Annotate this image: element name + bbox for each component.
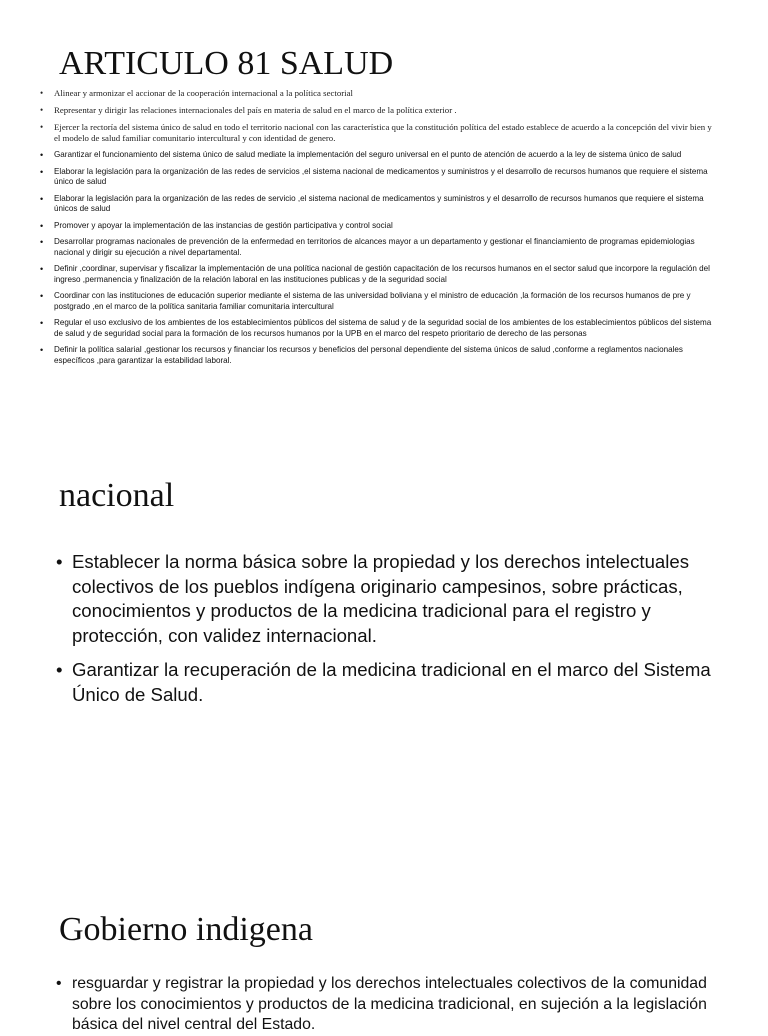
list-item: • resguardar y registrar la propiedad y los derechos intelectuales colectivos de la comunidad sobre los conocimientos y productos de la medicina tradicional, en sujeción a la legislación básica del nivel central del Estado. bbox=[56, 974, 736, 1036]
slide-title-nacional: nacional bbox=[59, 477, 175, 514]
list-item: • Garantizar la recuperación de la medicina tradicional en el marco del Sistema Único de Salud. bbox=[56, 658, 716, 707]
list-item: • Ejercer la rectoría del sistema único de salud en todo el territorio nacional con las característica que la constitución política del estado establece de acuerdo a la concepción del vivir bien y el modelo de salud familiar comunitario intercultural y con identidad de genero. bbox=[40, 122, 720, 144]
list-item: • Definir la política salarial ,gestionar los recursos y financiar los recursos y beneficios del personal dependiente del sistema únicos de salud ,conforme a reglamentos nacionales específicos ,para garantizar la estabilidad laboral. bbox=[40, 345, 720, 366]
list-item: • Coordinar con las instituciones de educación superior mediante el sistema de las universidad boliviana y el ministro de educación ,la formación de los recursos humanos de pre y postgrado ,en el marco de la política sanitaria familiar comunitaria intercultural bbox=[40, 291, 720, 312]
bullet-list bbox=[40, 88, 720, 372]
list-item: • Garantizar el funcionamiento del sistema único de salud mediate la implementación del seguro universal en el punto de atención de acuerdo a la ley de sistema único de salud bbox=[40, 150, 720, 161]
slide-title-gobierno-indigena: Gobierno indigena bbox=[59, 911, 313, 948]
bullet-list-nacional bbox=[56, 550, 716, 717]
bullet-list-gobierno-indigena bbox=[56, 974, 736, 1036]
slide-articulo-81 bbox=[0, 0, 768, 436]
slide-title: ARTICULO 81 SALUD bbox=[59, 45, 394, 82]
list-item: • Definir ,coordinar, supervisar y fiscalizar la implementación de una política nacional de gestión capacitación de los recursos humanos en el sector salud que incorpore la regulación del ingreso ,permanencia y finalización de la relación laboral en las instituciones publicas y de la seguridad social bbox=[40, 264, 720, 285]
list-item: • Establecer la norma básica sobre la propiedad y los derechos intelectuales colectivos de los pueblos indígena originario campesinos, sobre prácticas, conocimientos y productos de la medicina tradicional para el registro y protección, con validez internacional. bbox=[56, 550, 716, 648]
list-item: • Desarrollar programas nacionales de prevención de la enfermedad en territorios de alcances mayor a un departamento y gestionar el financiamiento de programas epidemiologias nacional y dirigir su ejecución a nivel departamental. bbox=[40, 237, 720, 258]
list-item: • Elaborar la legislación para la organización de las redes de servicios ,el sistema nacional de medicamentos y suministros y el desarrollo de recursos humanos que requiere el sistema único de salud bbox=[40, 167, 720, 188]
list-item: • Regular el uso exclusivo de los ambientes de los establecimientos públicos del sistema de salud y de la seguridad social de los ambientes de los establecimientos públicos del sistema de salud y de seguridad social para la formación de los recursos humanos por la UPB en el marco del respeto prioritario de derecho de las personas bbox=[40, 318, 720, 339]
list-item: • Alinear y armonizar el accionar de la cooperación internacional a la política sectorial bbox=[40, 88, 720, 99]
list-item: • Promover y apoyar la implementación de las instancias de gestión participativa y control social bbox=[40, 221, 720, 232]
list-item: • Representar y dirigir las relaciones internacionales del país en materia de salud en el marco de la política exterior . bbox=[40, 105, 720, 116]
list-item: • Elaborar la legislación para la organización de las redes de servicio ,el sistema nacional de medicamentos y suministros y el desarrollo de recursos humanos que requiere el sistema únicos de salud bbox=[40, 194, 720, 215]
